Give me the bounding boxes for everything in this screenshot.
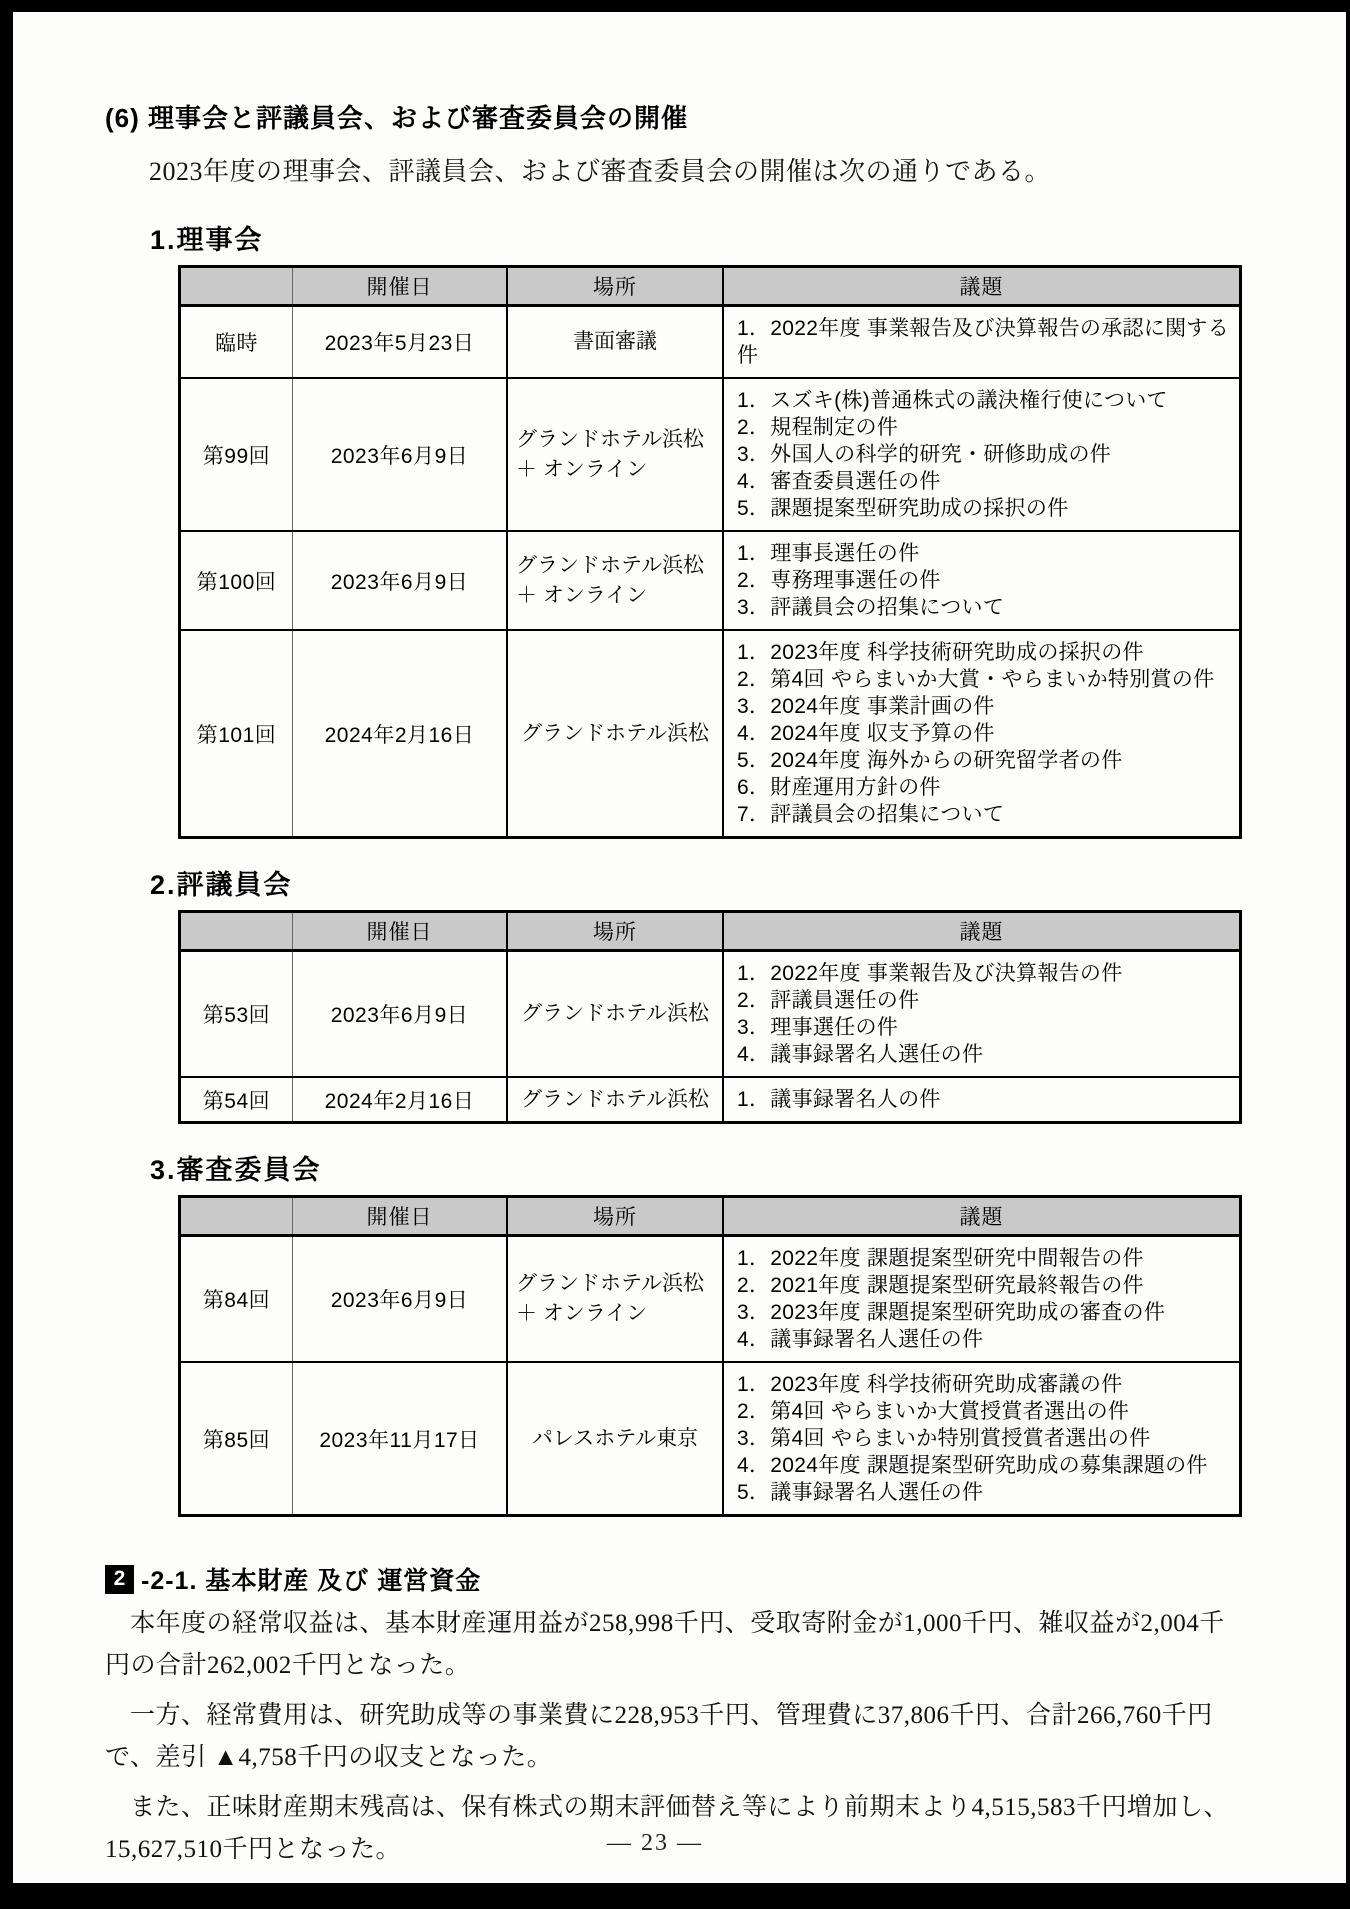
meeting-agenda-cell	[723, 1236, 1241, 1363]
agenda-item: 5．課題提案型研究助成の採択の件	[737, 497, 1069, 520]
meeting-table	[178, 265, 1242, 839]
meeting-table	[178, 1195, 1242, 1517]
agenda-item: 3．2024年度 事業計画の件	[737, 695, 995, 718]
table-row	[180, 630, 1241, 838]
agenda-item: 4．2024年度 収支予算の件	[737, 722, 995, 745]
meeting-table	[178, 910, 1242, 1124]
meeting-place-cell	[507, 951, 723, 1078]
agenda-item: 1．スズキ(株)普通株式の議決権行使について	[737, 389, 1168, 412]
agenda-item: 4．審査委員選任の件	[737, 470, 941, 493]
table-row	[180, 1077, 1241, 1123]
financial-heading	[105, 1561, 1346, 1597]
meeting-date-cell: 2023年6月9日	[293, 1236, 508, 1363]
column-header-blank	[180, 1197, 293, 1236]
table-header-row	[180, 912, 1241, 951]
agenda-item: 4．2024年度 課題提案型研究助成の募集課題の件	[737, 1454, 1208, 1477]
page-number: — 23 —	[607, 1830, 703, 1856]
meeting-agenda-cell	[723, 378, 1241, 531]
column-header-date: 開催日	[293, 1197, 508, 1236]
meeting-place-cell	[507, 306, 723, 379]
meeting-agenda-cell	[723, 531, 1241, 630]
table-row	[180, 306, 1241, 379]
place-line: グランドホテル浜松	[516, 553, 704, 577]
agenda-item: 3．理事選任の件	[737, 1016, 899, 1039]
meeting-date-cell: 2024年2月16日	[293, 1077, 508, 1123]
meeting-round-cell: 第100回	[180, 531, 293, 630]
agenda-item: 1．理事長選任の件	[737, 542, 920, 565]
column-header-place: 場所	[507, 1197, 723, 1236]
column-header-date: 開催日	[293, 267, 508, 306]
table-header-row	[180, 1197, 1241, 1236]
meeting-round-cell: 第99回	[180, 378, 293, 531]
table-title: 2.評議員会	[150, 870, 293, 900]
intro-paragraph: 2023年度の理事会、評議員会、および審査委員会の開催は次の通りである。	[149, 157, 1052, 186]
agenda-item: 2．規程制定の件	[737, 416, 899, 439]
column-header-agenda: 議題	[723, 912, 1241, 951]
meeting-place-cell	[507, 1236, 723, 1363]
meeting-agenda-cell	[723, 1077, 1241, 1123]
financial-paragraph-2: 一方、経常費用は、研究助成等の事業費に228,953千円、管理費に37,806千円、合計266,760千円で、差引 ▲4,758千円の収支となった。	[105, 1702, 1213, 1771]
agenda-item: 6．財産運用方針の件	[737, 776, 941, 799]
agenda-item: 3．第4回 やらまいか特別賞授賞者選出の件	[737, 1427, 1151, 1450]
meeting-round-cell: 第53回	[180, 951, 293, 1078]
meeting-date-cell: 2023年6月9日	[293, 951, 508, 1078]
meeting-place-cell	[507, 1362, 723, 1516]
place-line: グランドホテル浜松	[521, 721, 709, 745]
table-title: 1.理事会	[150, 225, 264, 255]
agenda-item: 3．評議員会の招集について	[737, 596, 1005, 619]
meeting-agenda-cell	[723, 630, 1241, 838]
agenda-item: 3．外国人の科学的研究・研修助成の件	[737, 443, 1112, 466]
meeting-agenda-cell	[723, 306, 1241, 379]
agenda-item: 1．2023年度 科学技術研究助成の採択の件	[737, 641, 1144, 664]
document-page	[13, 12, 1346, 1883]
meeting-date-cell: 2024年2月16日	[293, 630, 508, 838]
place-line: ＋ オンライン	[516, 1302, 648, 1325]
financial-paragraph-3: また、正味財産期末残高は、保有株式の期末評価替え等により前期末より4,515,583千円増加し、15,627,510千円となった。	[105, 1794, 1230, 1863]
agenda-item: 1．2022年度 課題提案型研究中間報告の件	[737, 1247, 1144, 1270]
table-header-row	[180, 267, 1241, 306]
agenda-item: 1．2022年度 事業報告及び決算報告の承認に関する件	[737, 317, 1230, 367]
financial-heading-text: -2-1. 基本財産 及び 運営資金	[141, 1567, 482, 1595]
meeting-tables	[105, 218, 1346, 1517]
meeting-table-section	[105, 218, 1346, 839]
meeting-round-cell: 第101回	[180, 630, 293, 838]
column-header-place: 場所	[507, 912, 723, 951]
agenda-item: 2．2021年度 課題提案型研究最終報告の件	[737, 1274, 1144, 1297]
agenda-item: 1．2022年度 事業報告及び決算報告の件	[737, 962, 1123, 985]
agenda-item: 5．2024年度 海外からの研究留学者の件	[737, 749, 1123, 772]
meeting-table-section	[105, 863, 1346, 1124]
agenda-item: 4．議事録署名人選任の件	[737, 1043, 984, 1066]
meeting-round-cell: 第85回	[180, 1362, 293, 1516]
meeting-place-cell	[507, 378, 723, 531]
agenda-item: 2．専務理事選任の件	[737, 569, 941, 592]
meeting-date-cell: 2023年11月17日	[293, 1362, 508, 1516]
table-title: 3.審査委員会	[150, 1155, 322, 1185]
table-row	[180, 531, 1241, 630]
place-line: グランドホテル浜松	[521, 1002, 709, 1025]
agenda-item: 3．2023年度 課題提案型研究助成の審査の件	[737, 1301, 1166, 1324]
agenda-item: 7．評議員会の招集について	[737, 803, 1005, 826]
place-line: ＋ オンライン	[516, 583, 648, 607]
meeting-round-cell: 第54回	[180, 1077, 293, 1123]
column-header-date: 開催日	[293, 912, 508, 951]
column-header-blank	[180, 267, 293, 306]
agenda-item: 4．議事録署名人選任の件	[737, 1328, 984, 1351]
meeting-date-cell: 2023年5月23日	[293, 306, 508, 379]
place-line: グランドホテル浜松	[516, 427, 704, 451]
agenda-item: 1．2023年度 科学技術研究助成審議の件	[737, 1373, 1123, 1396]
meeting-round-cell: 第84回	[180, 1236, 293, 1363]
column-header-agenda: 議題	[723, 267, 1241, 306]
column-header-blank	[180, 912, 293, 951]
financial-paragraph-1: 本年度の経常収益は、基本財産運用益が258,998千円、受取寄附金が1,000千円、雑収益が2,004千円の合計262,002千円となった。	[105, 1610, 1225, 1679]
column-header-place: 場所	[507, 267, 723, 306]
agenda-item: 2．第4回 やらまいか大賞授賞者選出の件	[737, 1400, 1130, 1423]
agenda-item: 2．評議員選任の件	[737, 989, 920, 1012]
meeting-agenda-cell	[723, 1362, 1241, 1516]
agenda-item: 1．議事録署名人の件	[737, 1088, 941, 1111]
place-line: ＋ オンライン	[516, 457, 648, 481]
section-number-box: 2	[105, 1565, 134, 1594]
table-row	[180, 1236, 1241, 1363]
meeting-place-cell	[507, 630, 723, 838]
place-line: 書面審議	[573, 330, 657, 353]
page-content	[13, 12, 1346, 1871]
column-header-agenda: 議題	[723, 1197, 1241, 1236]
table-row	[180, 378, 1241, 531]
place-line: パレスホテル東京	[531, 1426, 699, 1450]
place-line: グランドホテル浜松	[516, 1272, 704, 1295]
table-row	[180, 951, 1241, 1078]
meeting-date-cell: 2023年6月9日	[293, 378, 508, 531]
meeting-table-section	[105, 1148, 1346, 1517]
meeting-date-cell: 2023年6月9日	[293, 531, 508, 630]
agenda-item: 2．第4回 やらまいか大賞・やらまいか特別賞の件	[737, 668, 1215, 691]
table-row	[180, 1362, 1241, 1516]
place-line: グランドホテル浜松	[521, 1087, 709, 1111]
agenda-item: 5．議事録署名人選任の件	[737, 1481, 984, 1504]
meeting-place-cell	[507, 531, 723, 630]
meeting-round-cell: 臨時	[180, 306, 293, 379]
meeting-agenda-cell	[723, 951, 1241, 1078]
meeting-place-cell	[507, 1077, 723, 1123]
section-heading: (6) 理事会と評議員会、および審査委員会の開催	[105, 103, 689, 133]
